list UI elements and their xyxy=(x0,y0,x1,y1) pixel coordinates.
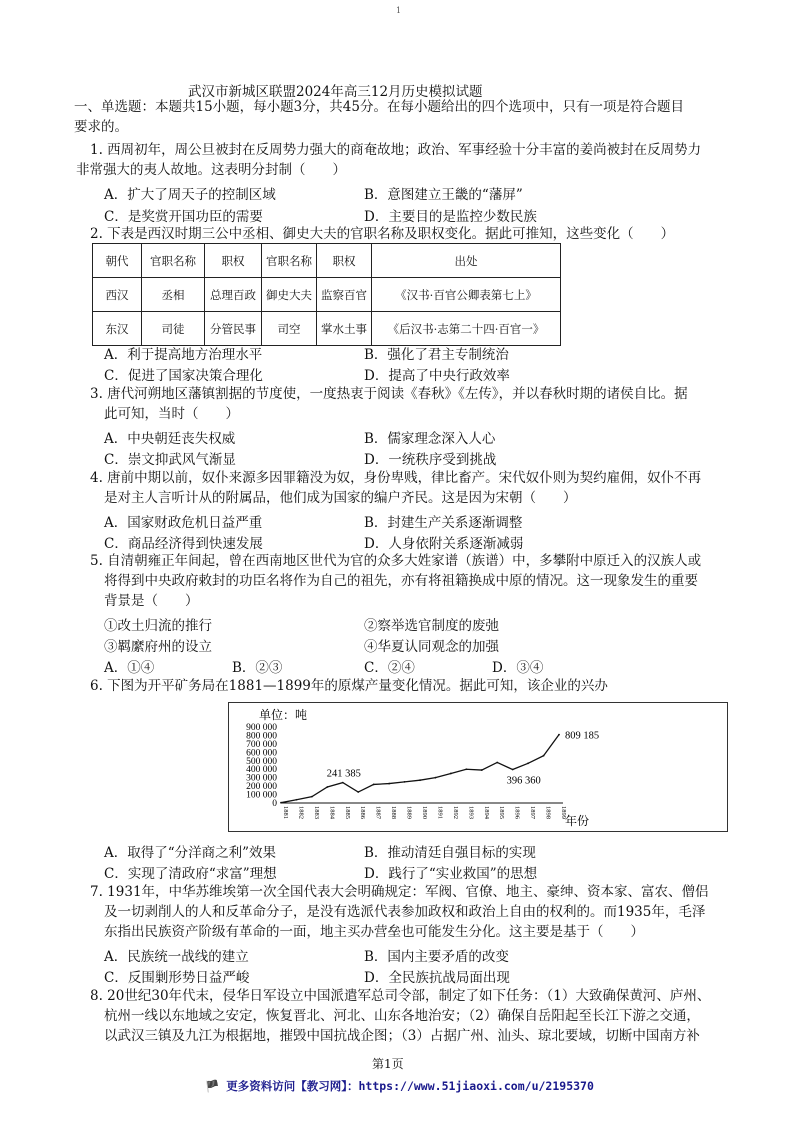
q5-option-c[interactable]: C．②④ xyxy=(364,660,415,676)
y-axis-label: 单位：吨 xyxy=(259,708,308,722)
data-point xyxy=(280,802,282,804)
q1-stem-line2: 非常强大的夷人故地。这表明分封制（ ） xyxy=(76,162,346,178)
x-tick-label: 1895 xyxy=(498,806,506,819)
q5-stem-line2: 将得到中央政府敕封的功臣名将作为自己的祖先，亦有将祖籍换成中原的情况。这一现象发生的重要 xyxy=(104,573,698,589)
section-instruction-line2: 要求的。 xyxy=(74,119,128,135)
coal-output-chart xyxy=(228,702,728,832)
y-tick-label: 800 000 xyxy=(246,731,277,742)
table-cell: 《汉书·百官公卿表第七上》 xyxy=(372,278,561,312)
x-tick-label: 1896 xyxy=(513,806,521,819)
data-point xyxy=(450,773,452,775)
q3-option-d[interactable]: D．一统秩序受到挑战 xyxy=(364,452,497,468)
q8-stem-line3: 以武汉三镇及九江为根据地，摧毁中国抗战企图；（3）占据广州、汕头、琼北要域，切断中国南方补 xyxy=(104,1028,700,1044)
q7-option-c[interactable]: C．反围剿形势日益严峻 xyxy=(104,970,250,986)
q3-option-b[interactable]: B．儒家理念深入人心 xyxy=(364,431,496,447)
q5-stem-line1: 5. 自清朝雍正年间起，曾在西南地区世代为官的众多大姓家谱（族谱）中，多攀附中原迁入的汉族人或 xyxy=(90,553,702,569)
q2-option-a[interactable]: A．利于提高地方治理水平 xyxy=(104,347,263,363)
data-point xyxy=(357,791,359,793)
table-header-cell: 职权 xyxy=(317,244,372,278)
footer-link[interactable]: 🏴 更多资料访问【教习网】：https://www.51jiaoxi.com/u/2195370 xyxy=(205,1079,594,1093)
q4-option-c[interactable]: C．商品经济得到快速发展 xyxy=(104,536,263,552)
x-tick-label: 1893 xyxy=(467,806,475,819)
x-tick-label: 1885 xyxy=(343,806,351,819)
data-point xyxy=(496,762,498,764)
q4-stem-line2: 是对主人言听计从的附属品，他们成为国家的编户齐民。这是因为宋朝（ ） xyxy=(104,490,577,506)
page-number: 第1页 xyxy=(372,1057,404,1071)
page-title: 武汉市新城区联盟2024年高三12月历史模拟试题 xyxy=(188,84,483,100)
data-point xyxy=(404,781,406,783)
data-point xyxy=(481,769,483,771)
q2-table xyxy=(92,243,561,346)
x-tick-label: 1890 xyxy=(421,806,428,819)
data-point xyxy=(373,784,375,786)
q7-option-b[interactable]: B．国内主要矛盾的改变 xyxy=(364,949,509,965)
table-cell: 丞相 xyxy=(142,278,205,312)
q3-option-c[interactable]: C．崇文抑武风气渐显 xyxy=(104,452,236,468)
q2-option-d[interactable]: D．提高了中央行政效率 xyxy=(364,368,510,384)
header-mark: 1 xyxy=(396,6,402,15)
data-point xyxy=(512,769,514,771)
x-tick-label: 1899 xyxy=(560,806,567,819)
y-tick-label: 400 000 xyxy=(246,765,277,776)
q8-stem-line1: 8. 20世纪30年代末，侵华日军设立中国派遣军总司令部，制定了如下任务：（1）大致确保黄河、庐州、 xyxy=(90,988,711,1004)
table-header-row xyxy=(93,244,561,278)
q7-stem-line2: 及一切剥削人的人和反革命分子，是没有选派代表参加政权和政治上自由的权利的。而1935年，毛泽 xyxy=(104,904,706,920)
x-tick-label: 1898 xyxy=(544,806,552,819)
q2-option-c[interactable]: C．促进了国家决策合理化 xyxy=(104,368,263,384)
x-tick-label: 1894 xyxy=(482,806,490,819)
x-tick-label: 1888 xyxy=(390,806,398,819)
data-point xyxy=(388,783,390,785)
table-cell: 分管民事 xyxy=(205,312,262,346)
table-cell: 司徒 xyxy=(142,312,205,346)
table-cell: 御史大夫 xyxy=(262,278,317,312)
q5-option-a[interactable]: A．①④ xyxy=(104,660,155,676)
table-row xyxy=(93,278,561,312)
data-point xyxy=(558,734,560,736)
table-cell: 总理百政 xyxy=(205,278,262,312)
y-tick-label: 500 000 xyxy=(246,756,277,767)
q8-stem-line2: 杭州一线以东地域之安定，恢复晋北、河北、山东各地治安；（2）确保自岳阳起至长江下游之交通， xyxy=(104,1008,700,1024)
q3-option-a[interactable]: A．中央朝廷丧失权威 xyxy=(104,431,236,447)
y-tick-label: 700 000 xyxy=(246,739,277,750)
table-header-cell: 职权 xyxy=(205,244,262,278)
q5-option-b[interactable]: B．②③ xyxy=(232,660,283,676)
x-tick-label: 1892 xyxy=(451,806,459,819)
q5-item-2: ②察举选官制度的废弛 xyxy=(364,618,499,634)
table-header-cell: 官职名称 xyxy=(142,244,205,278)
table-header-cell: 官职名称 xyxy=(262,244,317,278)
y-tick-label: 200 000 xyxy=(246,782,277,793)
q1-stem-line1: 1. 西周初年，周公旦被封在反周势力强大的商奄故地；政治、军事经验十分丰富的姜尚被封在反周势力 xyxy=(90,142,702,158)
x-tick-label: 1883 xyxy=(312,806,320,819)
q5-item-1: ①改土归流的推行 xyxy=(104,618,212,634)
table-cell: 掌水土事 xyxy=(317,312,372,346)
q3-stem-line1: 3. 唐代河朔地区藩镇割据的节度使，一度热衷于阅读《春秋》《左传》，并以春秋时期的诸侯自比。据 xyxy=(90,386,688,402)
q1-option-a[interactable]: A．扩大了周天子的控制区域 xyxy=(104,187,276,203)
table-cell: 司空 xyxy=(262,312,317,346)
q4-stem-line1: 4. 唐前中期以前，奴仆来源多因罪籍没为奴，身份卑贱，律比畜产。宋代奴仆则为契约雇佣，奴仆不再 xyxy=(90,470,702,486)
q6-option-b[interactable]: B．推动清廷自强目标的实现 xyxy=(364,845,536,861)
x-tick-label: 1882 xyxy=(297,806,305,819)
q6-option-a[interactable]: A．取得了“分洋商之利”效果 xyxy=(104,845,277,861)
x-tick-label: 1897 xyxy=(529,806,537,819)
q5-item-3: ③羁縻府州的设立 xyxy=(104,639,212,655)
q2-stem-line1: 2. 下表是西汉时期三公中丞相、御史大夫的官职名称及职权变化。据此可推知，这些变化（ ） xyxy=(90,226,675,242)
data-point xyxy=(419,779,421,781)
section-instruction-line1: 一、单选题：本题共15小题，每小题3分，共45分。在每小题给出的四个选项中，只有一项是符合题目 xyxy=(74,99,684,115)
table-cell: 西汉 xyxy=(93,278,142,312)
data-label: 396 360 xyxy=(506,775,541,787)
x-tick-label: 1881 xyxy=(282,806,289,819)
y-tick-label: 100 000 xyxy=(246,790,277,801)
y-tick-label: 0 xyxy=(272,799,277,809)
data-point xyxy=(543,755,545,757)
q3-stem-line2: 此可知，当时（ ） xyxy=(104,406,239,422)
q5-item-4: ④华夏认同观念的加强 xyxy=(364,639,499,655)
q6-stem-line1: 6. 下图为开平矿务局在1881—1899年的原煤产量变化情况。据此可知，该企业的兴办 xyxy=(90,678,608,694)
data-label: 809 185 xyxy=(565,730,600,742)
q6-option-d[interactable]: D．践行了“实业救国”的思想 xyxy=(364,866,538,882)
q1-option-b[interactable]: B．意图建立王畿的“藩屏” xyxy=(364,187,523,203)
table-cell: 《后汉书·志第二十四·百官一》 xyxy=(372,312,561,346)
series-line xyxy=(281,735,559,803)
q5-option-d[interactable]: D．③④ xyxy=(492,660,544,676)
q4-option-d[interactable]: D．人身依附关系逐渐减弱 xyxy=(364,536,524,552)
q2-option-b[interactable]: B．强化了君主专制统治 xyxy=(364,347,509,363)
table-header-cell: 出处 xyxy=(372,244,561,278)
x-tick-label: 1887 xyxy=(374,806,382,819)
x-tick-label: 1884 xyxy=(328,806,336,819)
y-tick-label: 600 000 xyxy=(246,748,277,759)
q1-option-c[interactable]: C．是奖赏开国功臣的需要 xyxy=(104,209,263,225)
y-tick-label: 900 000 xyxy=(246,723,277,733)
q7-option-d[interactable]: D．全民族抗战局面出现 xyxy=(364,970,510,986)
q7-stem-line3: 东指出民族资产阶级有革命的一面，地主买办营垒也可能发生分化。这主要是基于（ ） xyxy=(104,924,644,940)
table-cell: 东汉 xyxy=(93,312,142,346)
data-point xyxy=(311,796,313,798)
chart-svg xyxy=(229,703,727,831)
x-tick-label: 1891 xyxy=(436,806,444,819)
q5-stem-line3: 背景是（ ） xyxy=(104,593,199,609)
data-point xyxy=(435,777,437,779)
q4-option-b[interactable]: B．封建生产关系逐渐调整 xyxy=(364,515,523,531)
q7-stem-line1: 7. 1931年，中华苏维埃第一次全国代表大会明确规定：军阀、官僚、地主、豪绅、资本家、富农、僧侣 xyxy=(90,884,709,900)
table-cell: 监察百官 xyxy=(317,278,372,312)
table-row xyxy=(93,312,561,346)
table-header-cell: 朝代 xyxy=(93,244,142,278)
data-point xyxy=(465,768,467,770)
data-point xyxy=(326,786,328,788)
data-point xyxy=(296,799,298,801)
q6-option-c[interactable]: C．实现了清政府“求富”理想 xyxy=(104,866,277,882)
y-tick-label: 300 000 xyxy=(246,773,277,784)
data-label: 241 385 xyxy=(326,768,361,780)
q4-option-a[interactable]: A．国家财政危机日益严重 xyxy=(104,515,263,531)
q7-option-a[interactable]: A．民族统一战线的建立 xyxy=(104,949,249,965)
data-point xyxy=(527,762,529,764)
data-point xyxy=(342,782,344,784)
x-tick-label: 1886 xyxy=(359,806,367,819)
q1-option-d[interactable]: D．主要目的是监控少数民族 xyxy=(364,209,537,225)
x-tick-label: 1889 xyxy=(405,806,413,819)
x-axis-label: 年份 xyxy=(565,814,590,828)
